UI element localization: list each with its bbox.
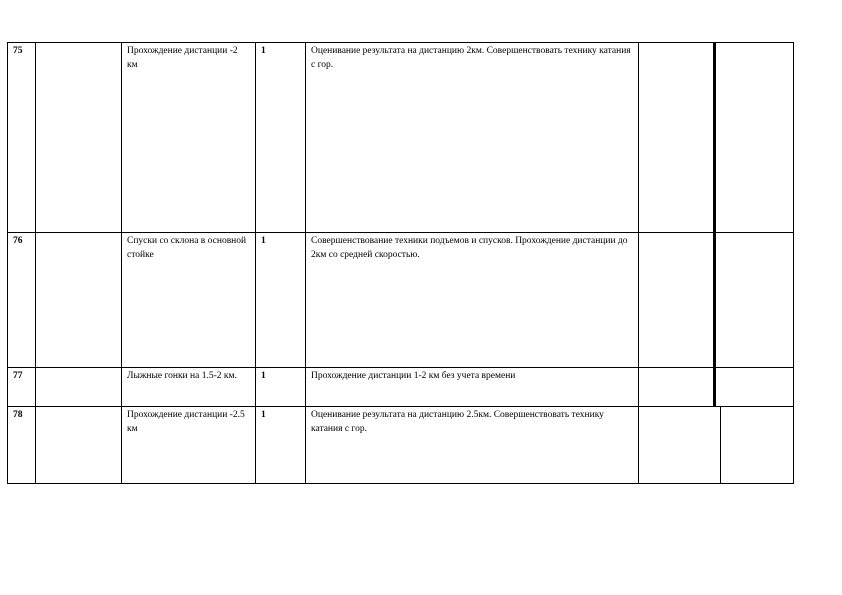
fact-date-cell bbox=[715, 232, 794, 367]
date-cell bbox=[35, 232, 121, 367]
table-row bbox=[7, 406, 794, 484]
fact-date-cell bbox=[715, 367, 794, 406]
topic-cell: Лыжные гонки на 1.5-2 км. bbox=[121, 367, 255, 406]
table-row bbox=[7, 42, 794, 232]
hours-cell: 1 bbox=[255, 42, 305, 232]
row-number: 78 bbox=[7, 406, 35, 484]
plan-date-cell bbox=[638, 406, 720, 484]
fact-date-cell bbox=[720, 406, 794, 484]
fact-date-cell bbox=[715, 42, 794, 232]
content-cell: Оценивание результата на дистанцию 2км. Совершенствовать технику катания с гор. bbox=[305, 42, 638, 232]
row-number: 75 bbox=[7, 42, 35, 232]
content-cell: Совершенствование техники подъемов и спусков. Прохождение дистанции до 2км со средней скоростью. bbox=[305, 232, 638, 367]
hours-cell: 1 bbox=[255, 406, 305, 484]
topic-cell: Прохождение дистанции -2 км bbox=[121, 42, 255, 232]
content-cell: Прохождение дистанции 1-2 км без учета времени bbox=[305, 367, 638, 406]
row-number: 76 bbox=[7, 232, 35, 367]
table-row bbox=[7, 232, 794, 367]
hours-cell: 1 bbox=[255, 367, 305, 406]
topic-cell: Спуски со склона в основной стойке bbox=[121, 232, 255, 367]
content-cell: Оценивание результата на дистанцию 2.5км. Совершенствовать технику катания с гор. bbox=[305, 406, 638, 484]
plan-date-cell bbox=[638, 367, 715, 406]
date-cell bbox=[35, 406, 121, 484]
row-number: 77 bbox=[7, 367, 35, 406]
date-cell bbox=[35, 367, 121, 406]
plan-date-cell bbox=[638, 42, 715, 232]
plan-date-cell bbox=[638, 232, 715, 367]
topic-cell: Прохождение дистанции -2.5 км bbox=[121, 406, 255, 484]
table-row bbox=[7, 367, 794, 406]
date-cell bbox=[35, 42, 121, 232]
hours-cell: 1 bbox=[255, 232, 305, 367]
